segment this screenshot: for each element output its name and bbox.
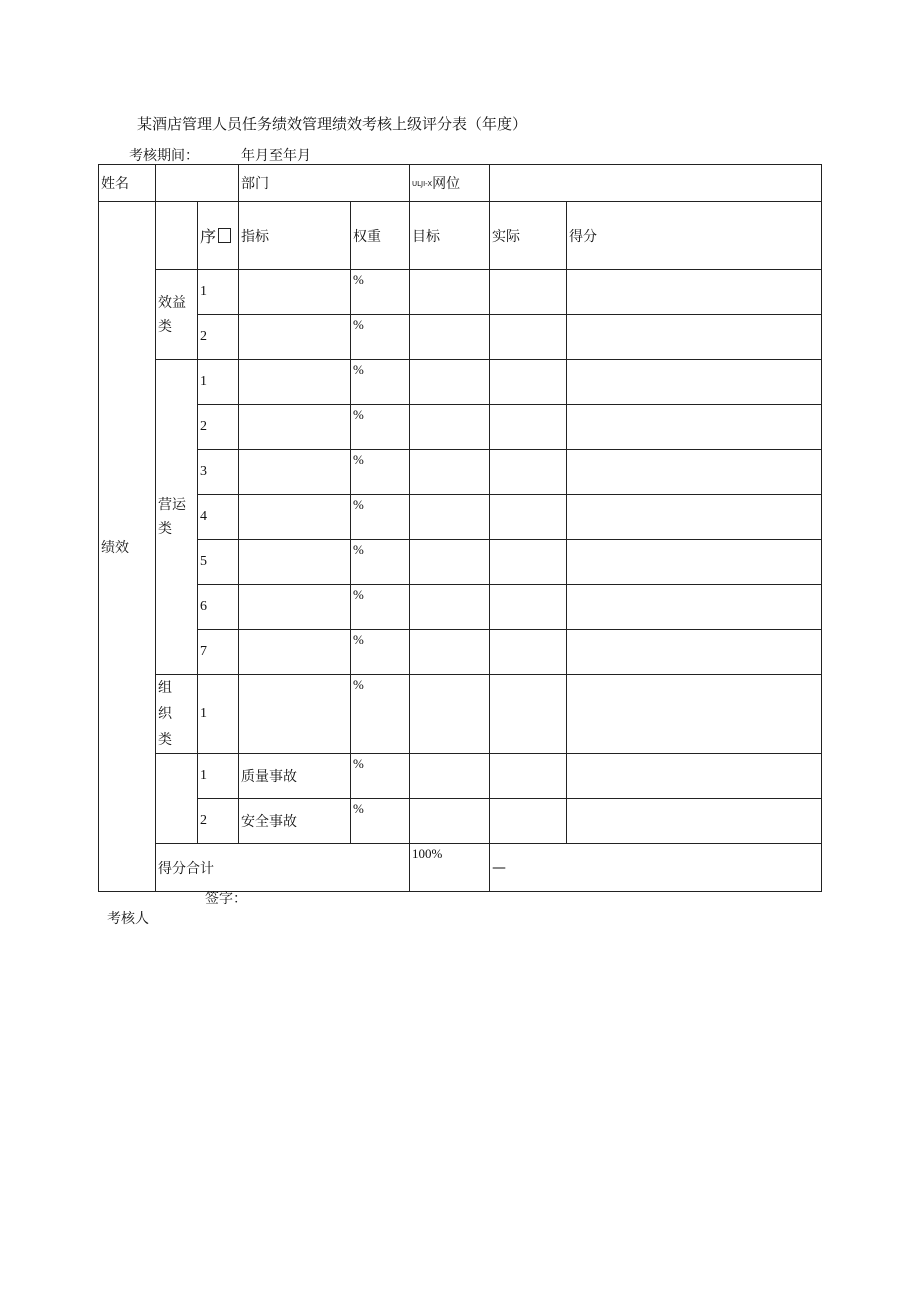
target-cell[interactable] xyxy=(410,405,490,450)
seq-cell: 2 xyxy=(198,405,239,450)
target-cell[interactable] xyxy=(410,450,490,495)
actual-cell[interactable] xyxy=(490,754,567,799)
actual-cell[interactable] xyxy=(490,360,567,405)
indicator-cell[interactable] xyxy=(239,450,351,495)
actual-header: 实际 xyxy=(490,202,567,270)
score-cell[interactable] xyxy=(567,675,822,754)
weight-cell[interactable]: % xyxy=(351,315,410,360)
indicator-cell[interactable] xyxy=(239,270,351,315)
actual-cell[interactable] xyxy=(490,585,567,630)
weight-cell[interactable]: % xyxy=(351,630,410,675)
indicator-cell: 质量事故 xyxy=(239,754,351,799)
indicator-cell[interactable] xyxy=(239,675,351,754)
score-cell[interactable] xyxy=(567,360,822,405)
weight-cell[interactable]: % xyxy=(351,675,410,754)
indicator-cell[interactable] xyxy=(239,405,351,450)
weight-cell[interactable]: % xyxy=(351,270,410,315)
group-header-blank xyxy=(156,202,198,270)
seq-cell: 1 xyxy=(198,270,239,315)
seq-cell: 1 xyxy=(198,754,239,799)
weight-cell[interactable]: % xyxy=(351,450,410,495)
actual-cell[interactable] xyxy=(490,495,567,540)
target-cell[interactable] xyxy=(410,495,490,540)
seq-cell: 5 xyxy=(198,540,239,585)
total-label: 得分合计 xyxy=(156,844,410,892)
group-operation-text: 营运类 xyxy=(158,497,186,537)
target-cell[interactable] xyxy=(410,540,490,585)
actual-cell[interactable] xyxy=(490,675,567,754)
actual-cell[interactable] xyxy=(490,405,567,450)
weight-cell[interactable]: % xyxy=(351,405,410,450)
weight-cell[interactable]: % xyxy=(351,799,410,844)
actual-cell[interactable] xyxy=(490,799,567,844)
period-label: 考核期间： xyxy=(129,148,199,164)
seq-cell: 2 xyxy=(198,799,239,844)
target-cell[interactable] xyxy=(410,675,490,754)
post-garble: ULJI-X xyxy=(412,180,433,188)
section-label: 绩效 xyxy=(99,202,156,892)
target-cell[interactable] xyxy=(410,799,490,844)
post-label-cell xyxy=(410,165,490,202)
form-title: 某酒店管理人员任务绩效管理绩效考核上级评分表（年度） xyxy=(137,115,528,133)
name-label: 姓名 xyxy=(99,165,156,202)
weight-cell[interactable]: % xyxy=(351,585,410,630)
period-value: 年月至年月 xyxy=(241,148,311,164)
indicator-cell[interactable] xyxy=(239,495,351,540)
seq-cell: 1 xyxy=(198,675,239,754)
score-cell[interactable] xyxy=(567,315,822,360)
indicator-cell[interactable] xyxy=(239,585,351,630)
target-cell[interactable] xyxy=(410,630,490,675)
target-cell[interactable] xyxy=(410,315,490,360)
target-cell[interactable] xyxy=(410,360,490,405)
target-cell[interactable] xyxy=(410,754,490,799)
group-operation xyxy=(156,360,198,675)
total-dash: — xyxy=(490,844,822,892)
group-organization xyxy=(156,675,198,754)
indicator-cell[interactable] xyxy=(239,630,351,675)
score-cell[interactable] xyxy=(567,754,822,799)
seq-header-text: 序 xyxy=(200,227,217,246)
name-field[interactable] xyxy=(156,165,239,202)
post-field[interactable] xyxy=(490,165,822,202)
group-benefit xyxy=(156,270,198,360)
seq-header xyxy=(198,202,239,270)
score-cell[interactable] xyxy=(567,450,822,495)
indicator-cell: 安全事故 xyxy=(239,799,351,844)
score-cell[interactable] xyxy=(567,495,822,540)
actual-cell[interactable] xyxy=(490,540,567,585)
indicator-cell[interactable] xyxy=(239,315,351,360)
post-label: 网位 xyxy=(432,176,461,192)
target-header: 目标 xyxy=(410,202,490,270)
target-cell[interactable] xyxy=(410,270,490,315)
weight-header: 权重 xyxy=(351,202,410,270)
group-benefit-text: 效益类 xyxy=(158,294,186,335)
reviewer-label: 考核人 xyxy=(107,911,149,927)
actual-cell[interactable] xyxy=(490,315,567,360)
seq-cell: 6 xyxy=(198,585,239,630)
indicator-header: 指标 xyxy=(239,202,351,270)
weight-cell[interactable]: % xyxy=(351,495,410,540)
sign-label: 签字： xyxy=(205,891,247,907)
score-cell[interactable] xyxy=(567,630,822,675)
group-organization-text: 组织类 xyxy=(158,680,172,748)
evaluation-table xyxy=(98,164,822,892)
seq-cell: 2 xyxy=(198,315,239,360)
score-cell[interactable] xyxy=(567,405,822,450)
dept-label: 部门 xyxy=(241,176,269,192)
seq-cell: 1 xyxy=(198,360,239,405)
actual-cell[interactable] xyxy=(490,630,567,675)
weight-cell[interactable]: % xyxy=(351,540,410,585)
seq-cell: 4 xyxy=(198,495,239,540)
indicator-cell[interactable] xyxy=(239,540,351,585)
weight-cell[interactable]: % xyxy=(351,360,410,405)
group-blank xyxy=(156,754,198,844)
score-cell[interactable] xyxy=(567,540,822,585)
actual-cell[interactable] xyxy=(490,270,567,315)
dept-label-cell xyxy=(239,165,410,202)
indicator-cell[interactable] xyxy=(239,360,351,405)
seq-cell: 7 xyxy=(198,630,239,675)
score-cell[interactable] xyxy=(567,585,822,630)
target-cell[interactable] xyxy=(410,585,490,630)
seq-cell: 3 xyxy=(198,450,239,495)
weight-cell[interactable]: % xyxy=(351,754,410,799)
box-glyph-icon xyxy=(218,228,231,243)
score-cell[interactable] xyxy=(567,799,822,844)
total-weight: 100% xyxy=(410,844,490,892)
score-cell[interactable] xyxy=(567,270,822,315)
score-header: 得分 xyxy=(567,202,822,270)
actual-cell[interactable] xyxy=(490,450,567,495)
